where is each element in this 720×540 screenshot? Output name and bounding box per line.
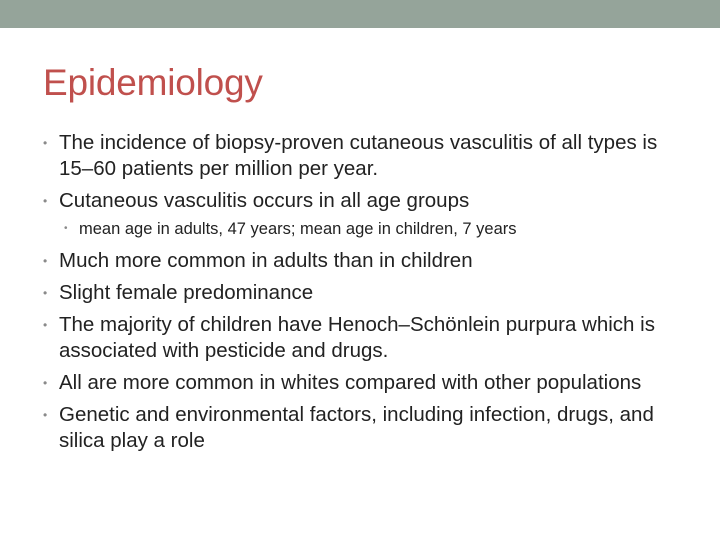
bullet-item (43, 402, 693, 454)
bullet-text: Genetic and environmental factors, including infection, drugs, and silica play a role (59, 403, 654, 452)
bullet-text: The majority of children have Henoch–Schönlein purpura which is associated with pesticide and drugs. (59, 313, 655, 362)
bullet-item (43, 248, 693, 274)
bullet-list (43, 130, 693, 460)
bullet-text: Much more common in adults than in children (59, 249, 473, 272)
bullet-dot-icon: • (43, 286, 48, 300)
bullet-item (43, 280, 693, 306)
bullet-text: Cutaneous vasculitis occurs in all age groups (59, 189, 470, 212)
bullet-dot-icon: • (43, 408, 48, 422)
slide-title: Epidemiology (43, 62, 263, 103)
bullet-item (43, 188, 693, 214)
bullet-item (43, 312, 693, 364)
bullet-item (43, 130, 693, 182)
bullet-text: All are more common in whites compared with other populations (59, 371, 642, 394)
bullet-text: Slight female predominance (59, 281, 314, 304)
bullet-text: The incidence of biopsy-proven cutaneous vasculitis of all types is 15–60 patients per million per year. (59, 131, 658, 180)
bullet-item (43, 370, 693, 396)
bullet-dot-icon: • (43, 318, 48, 332)
bullet-dot-icon: • (43, 136, 48, 150)
bullet-dot-icon: • (43, 194, 48, 208)
top-accent-band (0, 0, 720, 28)
bullet-dot-icon: • (64, 223, 68, 234)
bullet-dot-icon: • (43, 254, 48, 268)
sub-bullet-item (43, 218, 693, 240)
bullet-dot-icon: • (43, 376, 48, 390)
sub-bullet-text: mean age in adults, 47 years; mean age in children, 7 years (79, 220, 517, 238)
